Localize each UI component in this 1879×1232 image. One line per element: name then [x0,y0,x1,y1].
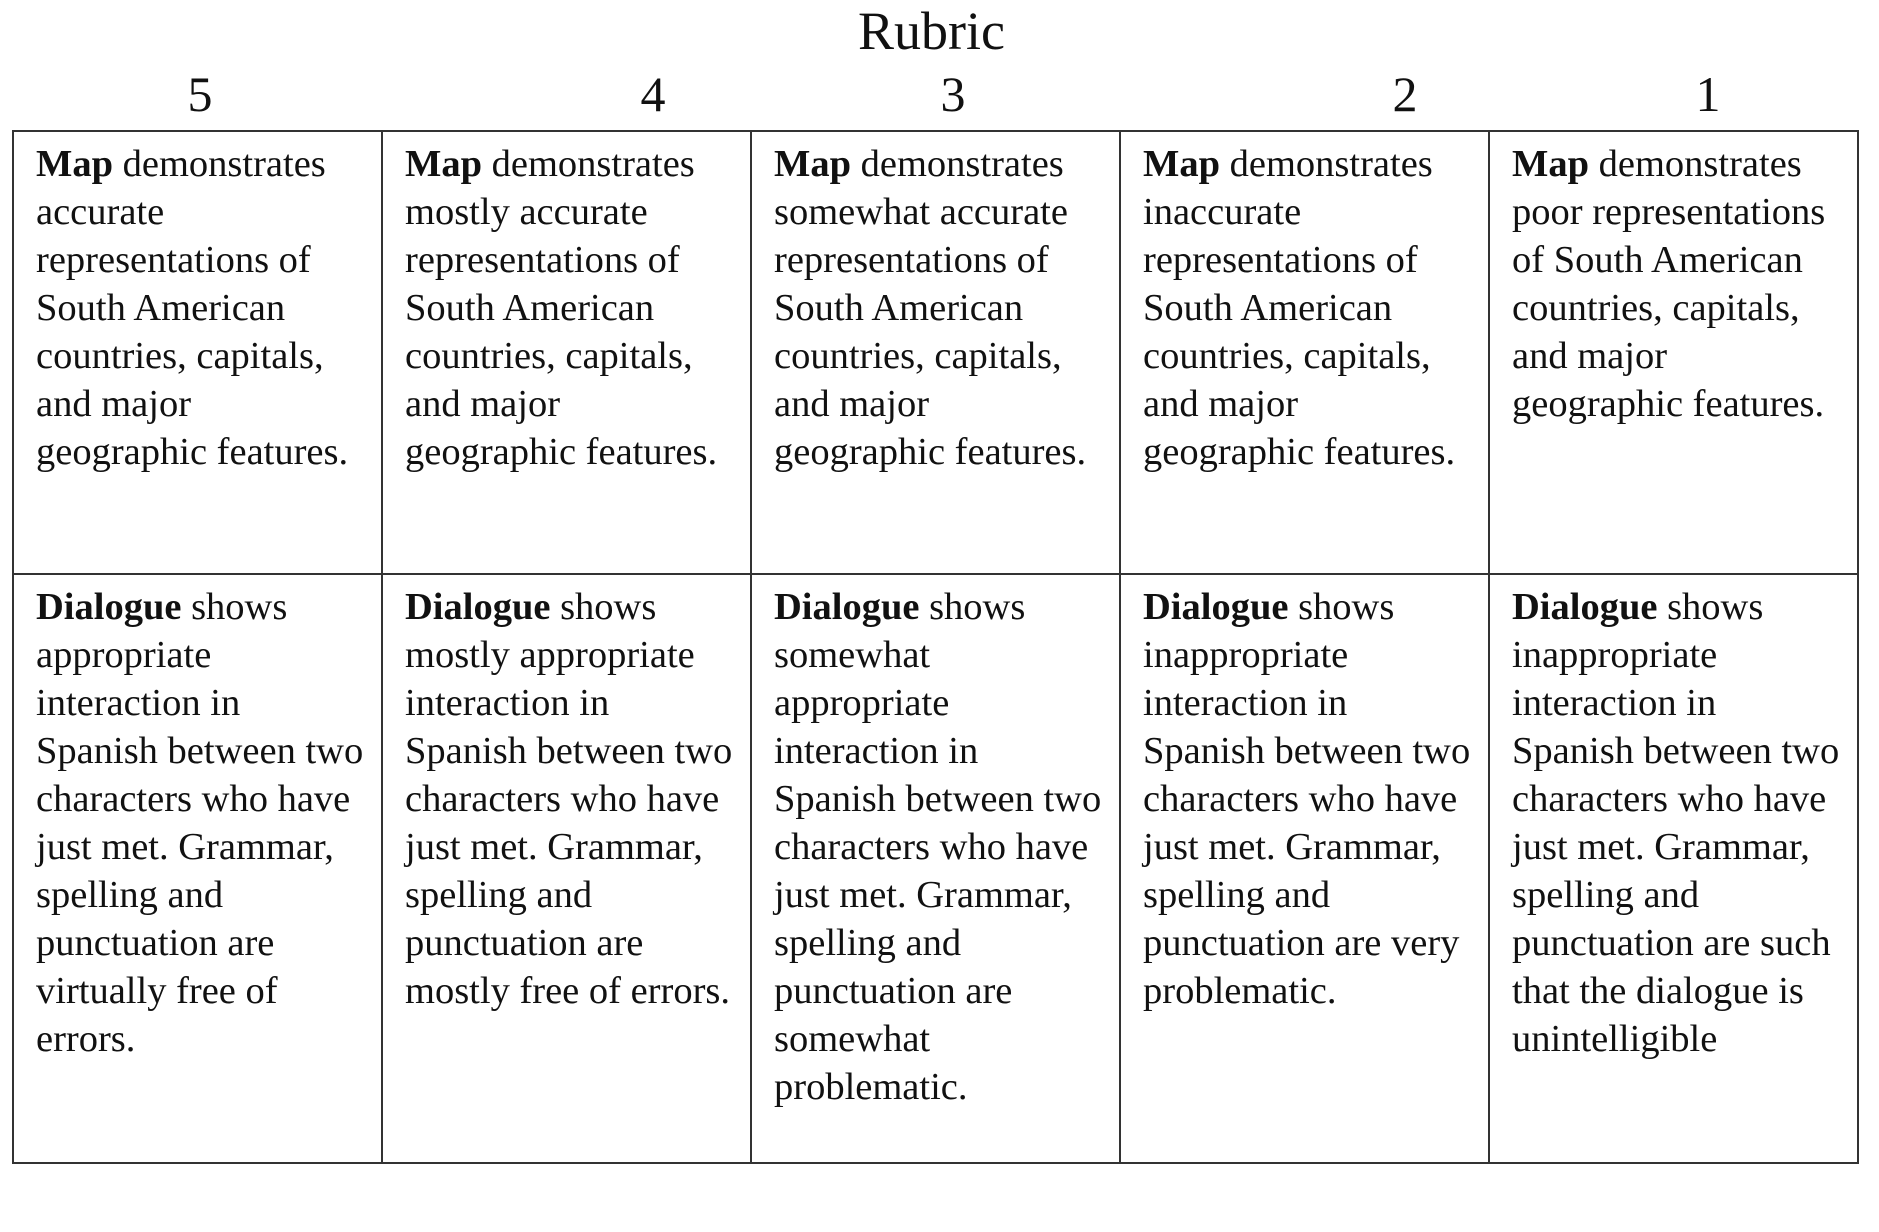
criterion-term: Map [1143,143,1220,185]
score-header-5: 5 [187,66,213,122]
score-header-1: 1 [1695,66,1721,122]
criterion-term: Dialogue [36,586,182,628]
criterion-term: Map [774,143,851,185]
rubric-cell [751,131,1120,574]
rubric-cell [1489,574,1858,1163]
criterion-term: Dialogue [405,586,551,628]
cell-description: shows mostly appropriate interaction in Spanish between two characters who have just met. Grammar, spelling and punctuation are mostly free of errors. [405,586,733,1012]
cell-description: shows appropriate interaction in Spanish between two characters who have just met. Grammar, spelling and punctuation are virtually free of errors. [36,586,364,1060]
criterion-term: Map [1512,143,1589,185]
cell-description: shows somewhat appropriate interaction in Spanish between two characters who have just met. Grammar, spelling and punctuation are somewhat problematic. [774,586,1102,1108]
criterion-term: Dialogue [1512,586,1658,628]
rubric-table [12,130,1859,1164]
rubric-cell [13,574,382,1163]
rubric-cell [751,574,1120,1163]
rubric-row-map [13,131,1858,574]
rubric-title-text: Rubric [858,1,1005,61]
rubric-cell [13,131,382,574]
cell-description: demonstrates mostly accurate representations of South American countries, capitals, and major geographic features. [405,143,718,473]
rubric-row-dialogue [13,574,1858,1163]
cell-description: shows inappropriate interaction in Spanish between two characters who have just met. Grammar, spelling and punctuation are such that the dialogue is unintelligible [1512,586,1840,1060]
cell-description: demonstrates accurate representations of South American countries, capitals, and major geographic features. [36,143,349,473]
rubric-cell [382,131,751,574]
criterion-term: Dialogue [1143,586,1289,628]
cell-description: demonstrates poor representations of South American countries, capitals, and major geographic features. [1512,143,1826,425]
criterion-term: Map [405,143,482,185]
score-header-2: 2 [1392,66,1418,122]
criterion-term: Dialogue [774,586,920,628]
rubric-cell [1120,574,1489,1163]
score-header-3: 3 [940,66,966,122]
score-header-4: 4 [640,66,666,122]
cell-description: demonstrates somewhat accurate representations of South American countries, capitals, and major geographic features. [774,143,1087,473]
cell-description: shows inappropriate interaction in Spanish between two characters who have just met. Grammar, spelling and punctuation are very problematic. [1143,586,1471,1012]
cell-description: demonstrates inaccurate representations of South American countries, capitals, and major geographic features. [1143,143,1456,473]
rubric-cell [1489,131,1858,574]
criterion-term: Map [36,143,113,185]
rubric-cell [382,574,751,1163]
rubric-cell [1120,131,1489,574]
